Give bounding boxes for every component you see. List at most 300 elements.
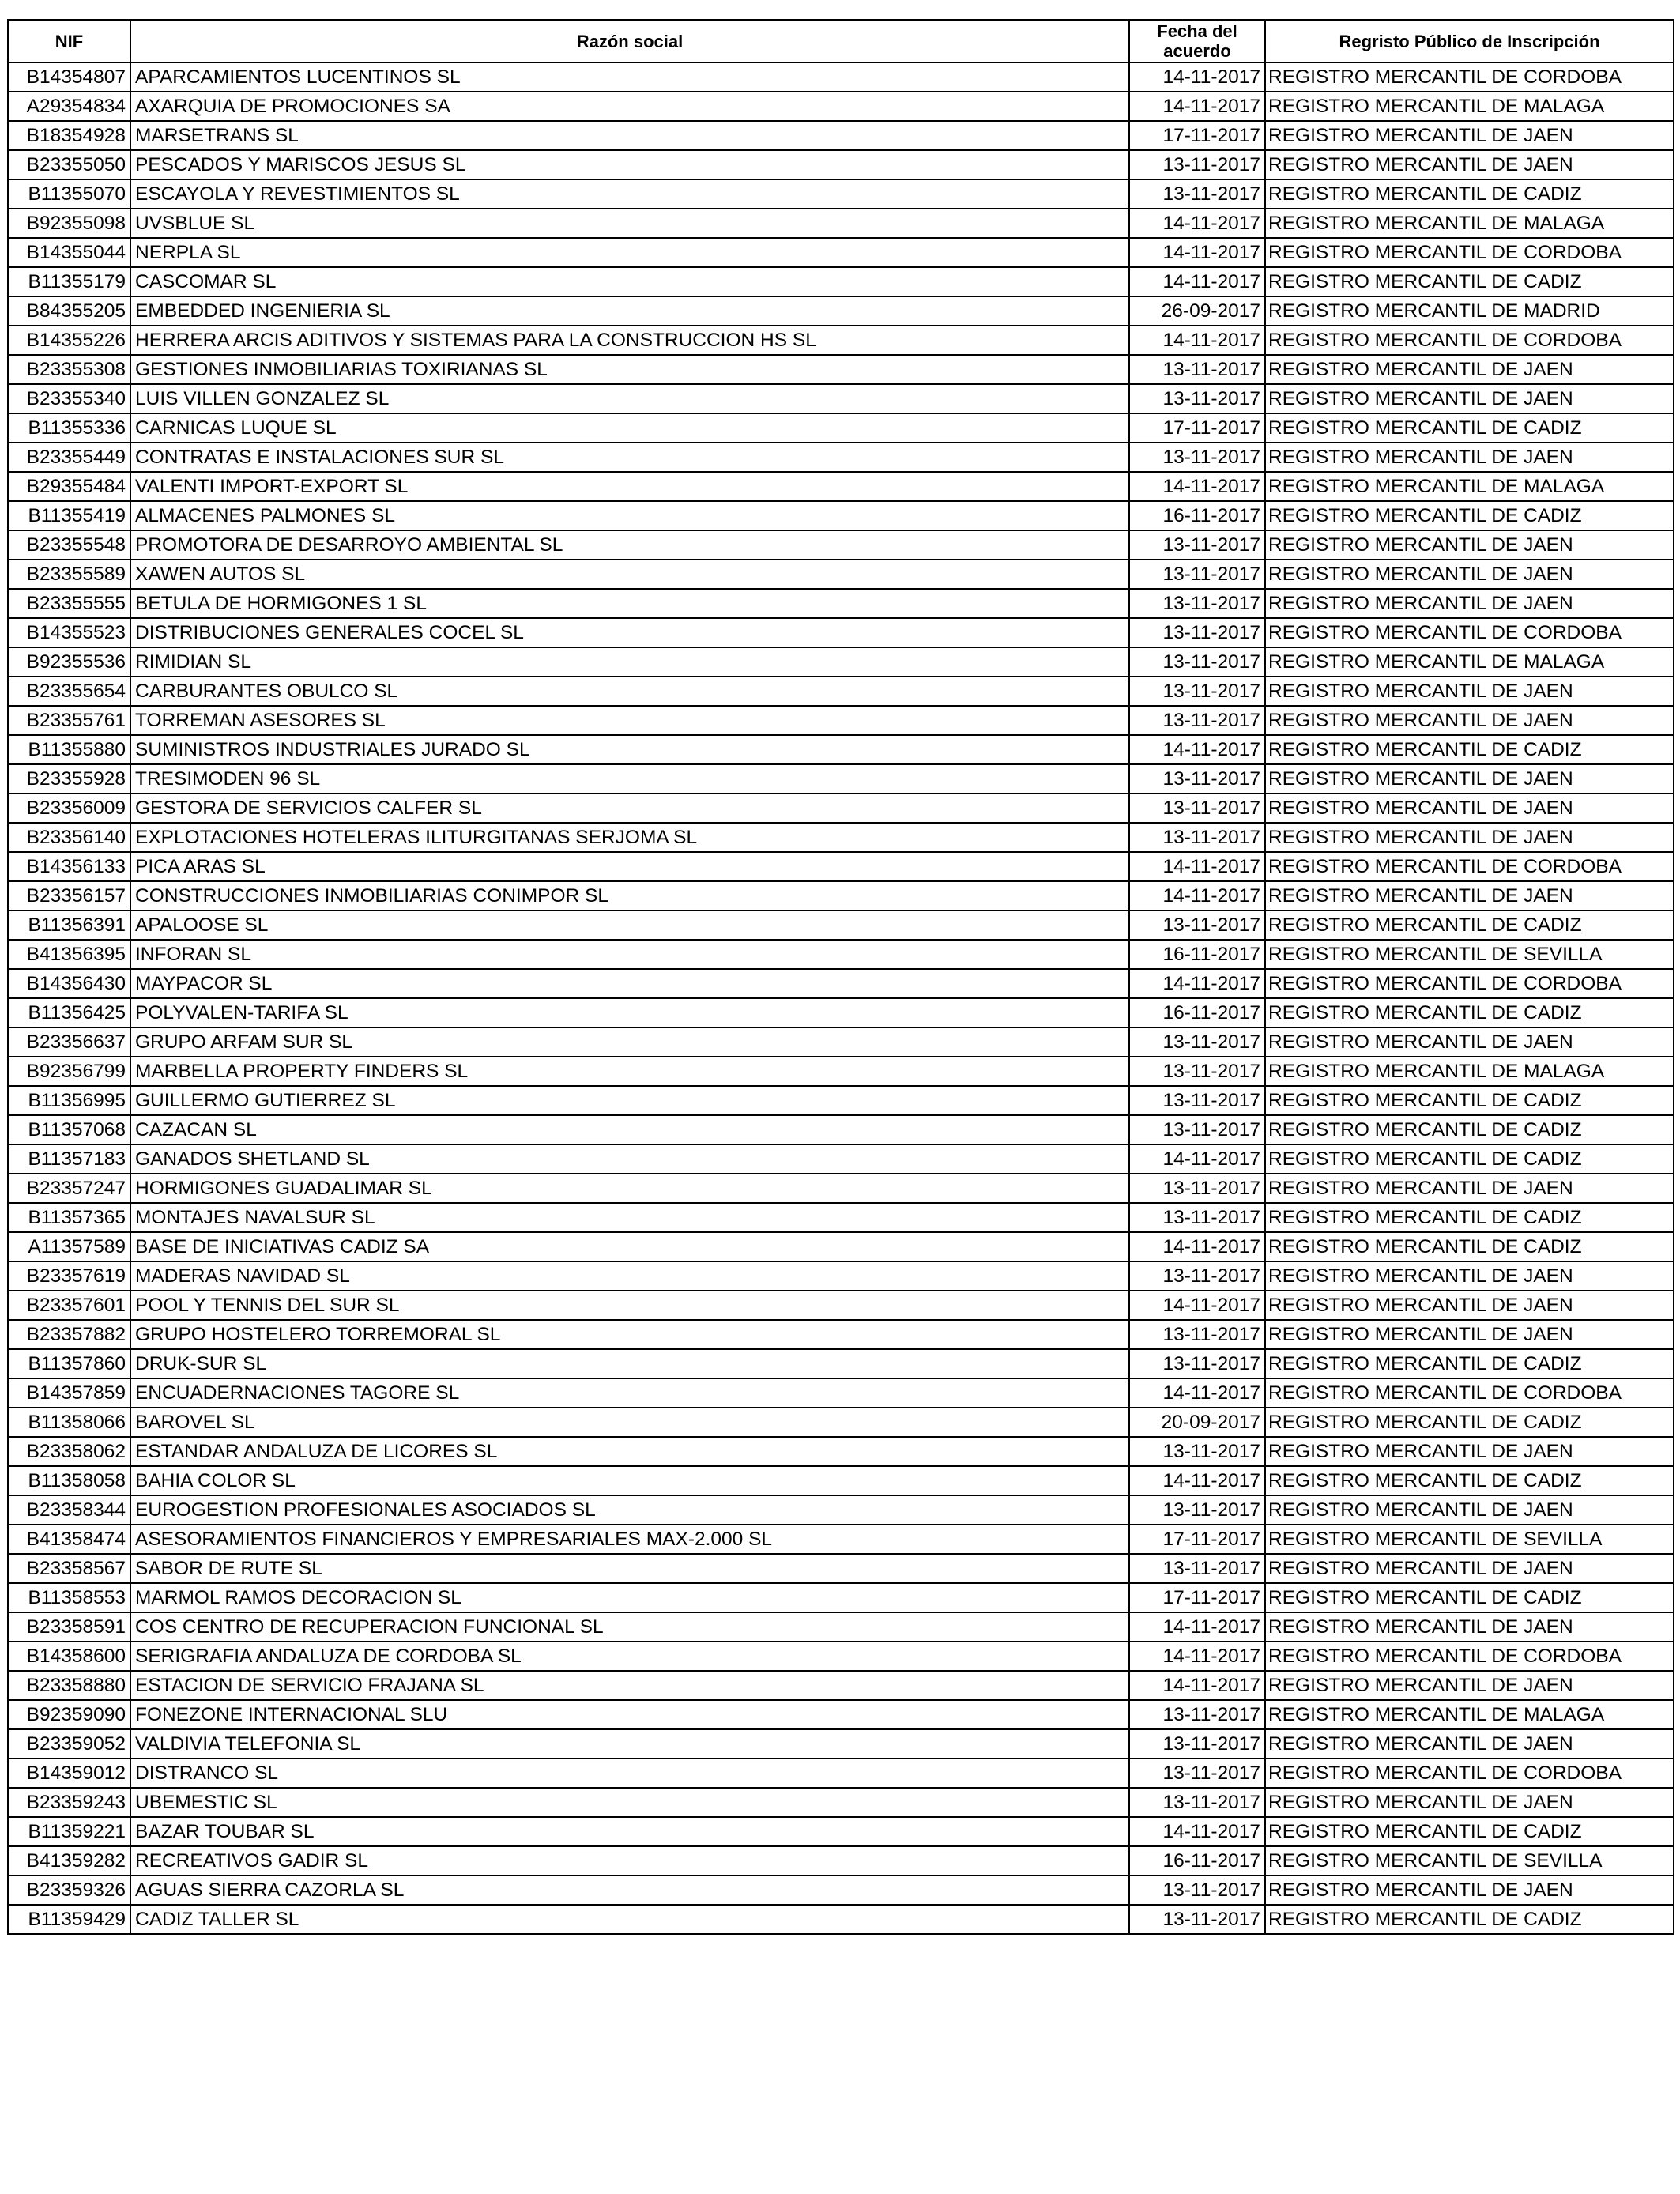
- cell-fecha: 17-11-2017: [1129, 1525, 1265, 1554]
- cell-fecha: 14-11-2017: [1129, 1378, 1265, 1408]
- cell-registro: REGISTRO MERCANTIL DE CORDOBA: [1265, 1642, 1674, 1671]
- cell-razon-social: GRUPO HOSTELERO TORREMORAL SL: [130, 1320, 1129, 1349]
- table-row: [8, 1203, 1674, 1232]
- cell-razon-social: SUMINISTROS INDUSTRIALES JURADO SL: [130, 735, 1129, 764]
- cell-fecha: 16-11-2017: [1129, 501, 1265, 530]
- cell-nif: B92356799: [8, 1057, 130, 1086]
- cell-fecha: 13-11-2017: [1129, 1027, 1265, 1057]
- cell-fecha: 13-11-2017: [1129, 706, 1265, 735]
- cell-nif: B92359090: [8, 1700, 130, 1729]
- cell-razon-social: MAYPACOR SL: [130, 969, 1129, 998]
- cell-razon-social: CONTRATAS E INSTALACIONES SUR SL: [130, 443, 1129, 472]
- cell-razon-social: CARNICAS LUQUE SL: [130, 413, 1129, 443]
- table-row: [8, 326, 1674, 355]
- cell-registro: REGISTRO MERCANTIL DE MALAGA: [1265, 209, 1674, 238]
- cell-razon-social: MONTAJES NAVALSUR SL: [130, 1203, 1129, 1232]
- cell-nif: B23355928: [8, 764, 130, 794]
- cell-registro: REGISTRO MERCANTIL DE JAEN: [1265, 1261, 1674, 1291]
- cell-fecha: 14-11-2017: [1129, 238, 1265, 267]
- cell-nif: B23355449: [8, 443, 130, 472]
- table-row: [8, 1554, 1674, 1583]
- cell-razon-social: CASCOMAR SL: [130, 267, 1129, 296]
- table-row: [8, 1671, 1674, 1700]
- cell-razon-social: ESCAYOLA Y REVESTIMIENTOS SL: [130, 179, 1129, 209]
- cell-razon-social: INFORAN SL: [130, 940, 1129, 969]
- cell-nif: B11355880: [8, 735, 130, 764]
- cell-fecha: 14-11-2017: [1129, 735, 1265, 764]
- cell-nif: B84355205: [8, 296, 130, 326]
- column-header-fecha-line2: acuerdo: [1163, 41, 1231, 61]
- cell-nif: B11355179: [8, 267, 130, 296]
- cell-fecha: 20-09-2017: [1129, 1408, 1265, 1437]
- table-row: [8, 209, 1674, 238]
- cell-registro: REGISTRO MERCANTIL DE CADIZ: [1265, 1817, 1674, 1846]
- cell-registro: REGISTRO MERCANTIL DE CORDOBA: [1265, 62, 1674, 92]
- cell-nif: B23357619: [8, 1261, 130, 1291]
- table-row: [8, 1437, 1674, 1466]
- cell-razon-social: EXPLOTACIONES HOTELERAS ILITURGITANAS SERJOMA SL: [130, 823, 1129, 852]
- cell-fecha: 13-11-2017: [1129, 384, 1265, 413]
- cell-registro: REGISTRO MERCANTIL DE JAEN: [1265, 384, 1674, 413]
- table-row: [8, 560, 1674, 589]
- cell-nif: A11357589: [8, 1232, 130, 1261]
- cell-registro: REGISTRO MERCANTIL DE MALAGA: [1265, 1700, 1674, 1729]
- cell-razon-social: BAZAR TOUBAR SL: [130, 1817, 1129, 1846]
- cell-nif: B11356995: [8, 1086, 130, 1115]
- table-row: [8, 238, 1674, 267]
- cell-fecha: 14-11-2017: [1129, 852, 1265, 881]
- cell-registro: REGISTRO MERCANTIL DE JAEN: [1265, 881, 1674, 910]
- cell-registro: REGISTRO MERCANTIL DE CADIZ: [1265, 1203, 1674, 1232]
- cell-fecha: 17-11-2017: [1129, 121, 1265, 150]
- cell-registro: REGISTRO MERCANTIL DE CADIZ: [1265, 1349, 1674, 1378]
- cell-razon-social: RIMIDIAN SL: [130, 647, 1129, 677]
- cell-razon-social: GRUPO ARFAM SUR SL: [130, 1027, 1129, 1057]
- table-row: [8, 735, 1674, 764]
- cell-nif: B11359221: [8, 1817, 130, 1846]
- cell-fecha: 14-11-2017: [1129, 1642, 1265, 1671]
- cell-fecha: 14-11-2017: [1129, 881, 1265, 910]
- cell-nif: B23357247: [8, 1174, 130, 1203]
- table-row: [8, 647, 1674, 677]
- cell-registro: REGISTRO MERCANTIL DE MALAGA: [1265, 472, 1674, 501]
- cell-fecha: 14-11-2017: [1129, 969, 1265, 998]
- cell-nif: A29354834: [8, 92, 130, 121]
- cell-fecha: 13-11-2017: [1129, 530, 1265, 560]
- cell-razon-social: COS CENTRO DE RECUPERACION FUNCIONAL SL: [130, 1612, 1129, 1642]
- cell-razon-social: GANADOS SHETLAND SL: [130, 1144, 1129, 1174]
- cell-registro: REGISTRO MERCANTIL DE CADIZ: [1265, 1232, 1674, 1261]
- cell-razon-social: ALMACENES PALMONES SL: [130, 501, 1129, 530]
- cell-nif: B23356157: [8, 881, 130, 910]
- table-row: [8, 1057, 1674, 1086]
- cell-registro: REGISTRO MERCANTIL DE JAEN: [1265, 823, 1674, 852]
- cell-fecha: 13-11-2017: [1129, 1700, 1265, 1729]
- table-row: [8, 706, 1674, 735]
- table-row: [8, 267, 1674, 296]
- table-row: [8, 823, 1674, 852]
- cell-fecha: 14-11-2017: [1129, 1671, 1265, 1700]
- table-row: [8, 940, 1674, 969]
- cell-fecha: 13-11-2017: [1129, 647, 1265, 677]
- column-header-fecha: [1129, 20, 1265, 62]
- cell-fecha: 14-11-2017: [1129, 209, 1265, 238]
- cell-registro: REGISTRO MERCANTIL DE CADIZ: [1265, 1115, 1674, 1144]
- cell-razon-social: HORMIGONES GUADALIMAR SL: [130, 1174, 1129, 1203]
- cell-nif: B23357882: [8, 1320, 130, 1349]
- cell-registro: REGISTRO MERCANTIL DE JAEN: [1265, 1875, 1674, 1905]
- table-row: [8, 794, 1674, 823]
- cell-nif: B14356430: [8, 969, 130, 998]
- cell-fecha: 14-11-2017: [1129, 1817, 1265, 1846]
- cell-registro: REGISTRO MERCANTIL DE JAEN: [1265, 1495, 1674, 1525]
- cell-razon-social: DISTRANCO SL: [130, 1759, 1129, 1788]
- cell-registro: REGISTRO MERCANTIL DE JAEN: [1265, 1291, 1674, 1320]
- table-row: [8, 881, 1674, 910]
- cell-razon-social: PESCADOS Y MARISCOS JESUS SL: [130, 150, 1129, 179]
- cell-nif: B23357601: [8, 1291, 130, 1320]
- table-row: [8, 92, 1674, 121]
- cell-fecha: 13-11-2017: [1129, 589, 1265, 618]
- header-row: [8, 20, 1674, 62]
- cell-nif: B14359012: [8, 1759, 130, 1788]
- cell-nif: B11355336: [8, 413, 130, 443]
- cell-nif: B11357860: [8, 1349, 130, 1378]
- cell-registro: REGISTRO MERCANTIL DE JAEN: [1265, 1612, 1674, 1642]
- cell-fecha: 16-11-2017: [1129, 940, 1265, 969]
- table-row: [8, 1027, 1674, 1057]
- cell-registro: REGISTRO MERCANTIL DE CORDOBA: [1265, 969, 1674, 998]
- cell-razon-social: XAWEN AUTOS SL: [130, 560, 1129, 589]
- cell-nif: B11358066: [8, 1408, 130, 1437]
- cell-registro: REGISTRO MERCANTIL DE JAEN: [1265, 1027, 1674, 1057]
- cell-nif: B14357859: [8, 1378, 130, 1408]
- cell-fecha: 13-11-2017: [1129, 150, 1265, 179]
- cell-registro: REGISTRO MERCANTIL DE CADIZ: [1265, 1905, 1674, 1934]
- cell-fecha: 13-11-2017: [1129, 618, 1265, 647]
- cell-registro: REGISTRO MERCANTIL DE CADIZ: [1265, 998, 1674, 1027]
- cell-registro: REGISTRO MERCANTIL DE CORDOBA: [1265, 1759, 1674, 1788]
- table-row: [8, 589, 1674, 618]
- cell-nif: B41359282: [8, 1846, 130, 1875]
- table-row: [8, 1086, 1674, 1115]
- cell-fecha: 14-11-2017: [1129, 1232, 1265, 1261]
- cell-razon-social: APARCAMIENTOS LUCENTINOS SL: [130, 62, 1129, 92]
- table-row: [8, 764, 1674, 794]
- table-row: [8, 1378, 1674, 1408]
- cell-registro: REGISTRO MERCANTIL DE JAEN: [1265, 1437, 1674, 1466]
- cell-registro: REGISTRO MERCANTIL DE JAEN: [1265, 677, 1674, 706]
- cell-fecha: 13-11-2017: [1129, 677, 1265, 706]
- cell-razon-social: RECREATIVOS GADIR SL: [130, 1846, 1129, 1875]
- table-row: [8, 969, 1674, 998]
- cell-nif: B41356395: [8, 940, 130, 969]
- cell-nif: B41358474: [8, 1525, 130, 1554]
- table-row: [8, 530, 1674, 560]
- table-row: [8, 677, 1674, 706]
- cell-fecha: 13-11-2017: [1129, 443, 1265, 472]
- cell-registro: REGISTRO MERCANTIL DE JAEN: [1265, 121, 1674, 150]
- cell-nif: B23356009: [8, 794, 130, 823]
- cell-registro: REGISTRO MERCANTIL DE CADIZ: [1265, 735, 1674, 764]
- cell-fecha: 16-11-2017: [1129, 998, 1265, 1027]
- cell-registro: REGISTRO MERCANTIL DE JAEN: [1265, 150, 1674, 179]
- cell-razon-social: VALDIVIA TELEFONIA SL: [130, 1729, 1129, 1759]
- cell-fecha: 13-11-2017: [1129, 1759, 1265, 1788]
- cell-registro: REGISTRO MERCANTIL DE CADIZ: [1265, 1466, 1674, 1495]
- cell-nif: B23355050: [8, 150, 130, 179]
- cell-fecha: 13-11-2017: [1129, 1320, 1265, 1349]
- cell-razon-social: NERPLA SL: [130, 238, 1129, 267]
- cell-razon-social: CARBURANTES OBULCO SL: [130, 677, 1129, 706]
- cell-nif: B23355654: [8, 677, 130, 706]
- cell-nif: B23358591: [8, 1612, 130, 1642]
- cell-fecha: 13-11-2017: [1129, 1905, 1265, 1934]
- cell-registro: REGISTRO MERCANTIL DE JAEN: [1265, 1174, 1674, 1203]
- table-row: [8, 1232, 1674, 1261]
- cell-fecha: 13-11-2017: [1129, 764, 1265, 794]
- table-row: [8, 1700, 1674, 1729]
- cell-nif: B92355536: [8, 647, 130, 677]
- cell-nif: B11357183: [8, 1144, 130, 1174]
- cell-nif: B14358600: [8, 1642, 130, 1671]
- table-row: [8, 296, 1674, 326]
- cell-registro: REGISTRO MERCANTIL DE CADIZ: [1265, 501, 1674, 530]
- cell-razon-social: CAZACAN SL: [130, 1115, 1129, 1144]
- cell-fecha: 13-11-2017: [1129, 823, 1265, 852]
- cell-registro: REGISTRO MERCANTIL DE SEVILLA: [1265, 940, 1674, 969]
- table-row: [8, 1642, 1674, 1671]
- cell-registro: REGISTRO MERCANTIL DE CADIZ: [1265, 1086, 1674, 1115]
- table-row: [8, 1320, 1674, 1349]
- cell-fecha: 13-11-2017: [1129, 910, 1265, 940]
- cell-fecha: 13-11-2017: [1129, 355, 1265, 384]
- cell-registro: REGISTRO MERCANTIL DE CADIZ: [1265, 910, 1674, 940]
- cell-fecha: 26-09-2017: [1129, 296, 1265, 326]
- cell-nif: B23355589: [8, 560, 130, 589]
- cell-razon-social: FONEZONE INTERNACIONAL SLU: [130, 1700, 1129, 1729]
- cell-nif: B14355226: [8, 326, 130, 355]
- cell-registro: REGISTRO MERCANTIL DE CADIZ: [1265, 267, 1674, 296]
- cell-registro: REGISTRO MERCANTIL DE JAEN: [1265, 355, 1674, 384]
- cell-nif: B11355419: [8, 501, 130, 530]
- cell-nif: B23359052: [8, 1729, 130, 1759]
- cell-nif: B14356133: [8, 852, 130, 881]
- table-row: [8, 443, 1674, 472]
- cell-fecha: 14-11-2017: [1129, 1144, 1265, 1174]
- cell-razon-social: MADERAS NAVIDAD SL: [130, 1261, 1129, 1291]
- cell-razon-social: PICA ARAS SL: [130, 852, 1129, 881]
- cell-razon-social: ESTACION DE SERVICIO FRAJANA SL: [130, 1671, 1129, 1700]
- cell-fecha: 13-11-2017: [1129, 560, 1265, 589]
- cell-razon-social: CONSTRUCCIONES INMOBILIARIAS CONIMPOR SL: [130, 881, 1129, 910]
- cell-registro: REGISTRO MERCANTIL DE JAEN: [1265, 1320, 1674, 1349]
- table-row: [8, 472, 1674, 501]
- cell-razon-social: UVSBLUE SL: [130, 209, 1129, 238]
- cell-fecha: 13-11-2017: [1129, 1729, 1265, 1759]
- table-row: [8, 852, 1674, 881]
- cell-fecha: 13-11-2017: [1129, 1086, 1265, 1115]
- cell-razon-social: GESTORA DE SERVICIOS CALFER SL: [130, 794, 1129, 823]
- cell-razon-social: TRESIMODEN 96 SL: [130, 764, 1129, 794]
- cell-razon-social: GUILLERMO GUTIERREZ SL: [130, 1086, 1129, 1115]
- cell-razon-social: BAROVEL SL: [130, 1408, 1129, 1437]
- cell-registro: REGISTRO MERCANTIL DE JAEN: [1265, 589, 1674, 618]
- cell-registro: REGISTRO MERCANTIL DE JAEN: [1265, 1554, 1674, 1583]
- cell-fecha: 14-11-2017: [1129, 1612, 1265, 1642]
- table-row: [8, 1291, 1674, 1320]
- cell-razon-social: BETULA DE HORMIGONES 1 SL: [130, 589, 1129, 618]
- cell-fecha: 13-11-2017: [1129, 1261, 1265, 1291]
- column-header-registro: Regristo Público de Inscripción: [1265, 20, 1674, 62]
- cell-registro: REGISTRO MERCANTIL DE CADIZ: [1265, 1144, 1674, 1174]
- cell-nif: B23359243: [8, 1788, 130, 1817]
- cell-registro: REGISTRO MERCANTIL DE JAEN: [1265, 560, 1674, 589]
- cell-registro: REGISTRO MERCANTIL DE JAEN: [1265, 530, 1674, 560]
- cell-razon-social: ENCUADERNACIONES TAGORE SL: [130, 1378, 1129, 1408]
- table-row: [8, 1525, 1674, 1554]
- cell-registro: REGISTRO MERCANTIL DE CADIZ: [1265, 179, 1674, 209]
- table-row: [8, 355, 1674, 384]
- cell-nif: B11357365: [8, 1203, 130, 1232]
- cell-razon-social: MARMOL RAMOS DECORACION SL: [130, 1583, 1129, 1612]
- table-row: [8, 1875, 1674, 1905]
- cell-razon-social: BAHIA COLOR SL: [130, 1466, 1129, 1495]
- cell-nif: B23355340: [8, 384, 130, 413]
- cell-razon-social: PROMOTORA DE DESARROYO AMBIENTAL SL: [130, 530, 1129, 560]
- cell-fecha: 13-11-2017: [1129, 1349, 1265, 1378]
- registry-table: [7, 19, 1674, 1935]
- table-row: [8, 150, 1674, 179]
- cell-razon-social: ESTANDAR ANDALUZA DE LICORES SL: [130, 1437, 1129, 1466]
- cell-registro: REGISTRO MERCANTIL DE CORDOBA: [1265, 238, 1674, 267]
- cell-fecha: 14-11-2017: [1129, 472, 1265, 501]
- cell-registro: REGISTRO MERCANTIL DE JAEN: [1265, 1788, 1674, 1817]
- cell-registro: REGISTRO MERCANTIL DE JAEN: [1265, 794, 1674, 823]
- cell-razon-social: AGUAS SIERRA CAZORLA SL: [130, 1875, 1129, 1905]
- cell-nif: B14355523: [8, 618, 130, 647]
- column-header-razon-social: Razón social: [130, 20, 1129, 62]
- cell-fecha: 17-11-2017: [1129, 413, 1265, 443]
- cell-nif: B14354807: [8, 62, 130, 92]
- cell-nif: B18354928: [8, 121, 130, 150]
- cell-razon-social: SABOR DE RUTE SL: [130, 1554, 1129, 1583]
- table-row: [8, 1174, 1674, 1203]
- cell-nif: B92355098: [8, 209, 130, 238]
- cell-razon-social: GESTIONES INMOBILIARIAS TOXIRIANAS SL: [130, 355, 1129, 384]
- cell-registro: REGISTRO MERCANTIL DE SEVILLA: [1265, 1525, 1674, 1554]
- table-row: [8, 1349, 1674, 1378]
- cell-registro: REGISTRO MERCANTIL DE MADRID: [1265, 296, 1674, 326]
- cell-razon-social: MARBELLA PROPERTY FINDERS SL: [130, 1057, 1129, 1086]
- cell-fecha: 14-11-2017: [1129, 1291, 1265, 1320]
- cell-razon-social: EMBEDDED INGENIERIA SL: [130, 296, 1129, 326]
- table-row: [8, 998, 1674, 1027]
- table-row: [8, 179, 1674, 209]
- cell-fecha: 13-11-2017: [1129, 794, 1265, 823]
- table-row: [8, 501, 1674, 530]
- cell-fecha: 13-11-2017: [1129, 1495, 1265, 1525]
- table-row: [8, 1495, 1674, 1525]
- cell-razon-social: ASESORAMIENTOS FINANCIEROS Y EMPRESARIALES MAX-2.000 SL: [130, 1525, 1129, 1554]
- cell-nif: B23355548: [8, 530, 130, 560]
- table-row: [8, 1817, 1674, 1846]
- table-row: [8, 1466, 1674, 1495]
- cell-razon-social: APALOOSE SL: [130, 910, 1129, 940]
- table-row: [8, 1115, 1674, 1144]
- cell-razon-social: UBEMESTIC SL: [130, 1788, 1129, 1817]
- cell-nif: B11356391: [8, 910, 130, 940]
- cell-fecha: 13-11-2017: [1129, 1174, 1265, 1203]
- cell-fecha: 16-11-2017: [1129, 1846, 1265, 1875]
- cell-registro: REGISTRO MERCANTIL DE MALAGA: [1265, 647, 1674, 677]
- cell-fecha: 14-11-2017: [1129, 1466, 1265, 1495]
- cell-razon-social: SERIGRAFIA ANDALUZA DE CORDOBA SL: [130, 1642, 1129, 1671]
- cell-fecha: 13-11-2017: [1129, 1115, 1265, 1144]
- table-row: [8, 1583, 1674, 1612]
- cell-razon-social: VALENTI IMPORT-EXPORT SL: [130, 472, 1129, 501]
- cell-nif: B11357068: [8, 1115, 130, 1144]
- cell-razon-social: BASE DE INICIATIVAS CADIZ SA: [130, 1232, 1129, 1261]
- cell-registro: REGISTRO MERCANTIL DE CADIZ: [1265, 413, 1674, 443]
- cell-fecha: 13-11-2017: [1129, 1554, 1265, 1583]
- cell-registro: REGISTRO MERCANTIL DE CADIZ: [1265, 1583, 1674, 1612]
- table-row: [8, 618, 1674, 647]
- cell-registro: REGISTRO MERCANTIL DE MALAGA: [1265, 1057, 1674, 1086]
- cell-nif: B29355484: [8, 472, 130, 501]
- cell-fecha: 14-11-2017: [1129, 92, 1265, 121]
- cell-nif: B11355070: [8, 179, 130, 209]
- table-header: [8, 20, 1674, 62]
- cell-nif: B11358553: [8, 1583, 130, 1612]
- cell-fecha: 14-11-2017: [1129, 326, 1265, 355]
- cell-fecha: 14-11-2017: [1129, 267, 1265, 296]
- cell-fecha: 13-11-2017: [1129, 179, 1265, 209]
- table-row: [8, 1759, 1674, 1788]
- cell-fecha: 13-11-2017: [1129, 1203, 1265, 1232]
- table-row: [8, 1261, 1674, 1291]
- table-row: [8, 1144, 1674, 1174]
- cell-nif: B23355555: [8, 589, 130, 618]
- cell-fecha: 13-11-2017: [1129, 1057, 1265, 1086]
- cell-nif: B23358880: [8, 1671, 130, 1700]
- cell-registro: REGISTRO MERCANTIL DE SEVILLA: [1265, 1846, 1674, 1875]
- column-header-fecha-line1: Fecha del: [1157, 21, 1237, 41]
- cell-registro: REGISTRO MERCANTIL DE JAEN: [1265, 443, 1674, 472]
- table-row: [8, 413, 1674, 443]
- cell-razon-social: CADIZ TALLER SL: [130, 1905, 1129, 1934]
- cell-nif: B23358344: [8, 1495, 130, 1525]
- cell-razon-social: DISTRIBUCIONES GENERALES COCEL SL: [130, 618, 1129, 647]
- cell-fecha: 14-11-2017: [1129, 62, 1265, 92]
- cell-registro: REGISTRO MERCANTIL DE CADIZ: [1265, 1408, 1674, 1437]
- cell-fecha: 13-11-2017: [1129, 1437, 1265, 1466]
- table-row: [8, 384, 1674, 413]
- table-row: [8, 1408, 1674, 1437]
- cell-razon-social: MARSETRANS SL: [130, 121, 1129, 150]
- column-header-nif: NIF: [8, 20, 130, 62]
- table-row: [8, 1905, 1674, 1934]
- cell-razon-social: HERRERA ARCIS ADITIVOS Y SISTEMAS PARA LA CONSTRUCCION HS SL: [130, 326, 1129, 355]
- table-row: [8, 1612, 1674, 1642]
- cell-nif: B23358062: [8, 1437, 130, 1466]
- cell-fecha: 13-11-2017: [1129, 1788, 1265, 1817]
- cell-razon-social: POLYVALEN-TARIFA SL: [130, 998, 1129, 1027]
- cell-razon-social: LUIS VILLEN GONZALEZ SL: [130, 384, 1129, 413]
- cell-registro: REGISTRO MERCANTIL DE CORDOBA: [1265, 852, 1674, 881]
- table-row: [8, 121, 1674, 150]
- cell-razon-social: EUROGESTION PROFESIONALES ASOCIADOS SL: [130, 1495, 1129, 1525]
